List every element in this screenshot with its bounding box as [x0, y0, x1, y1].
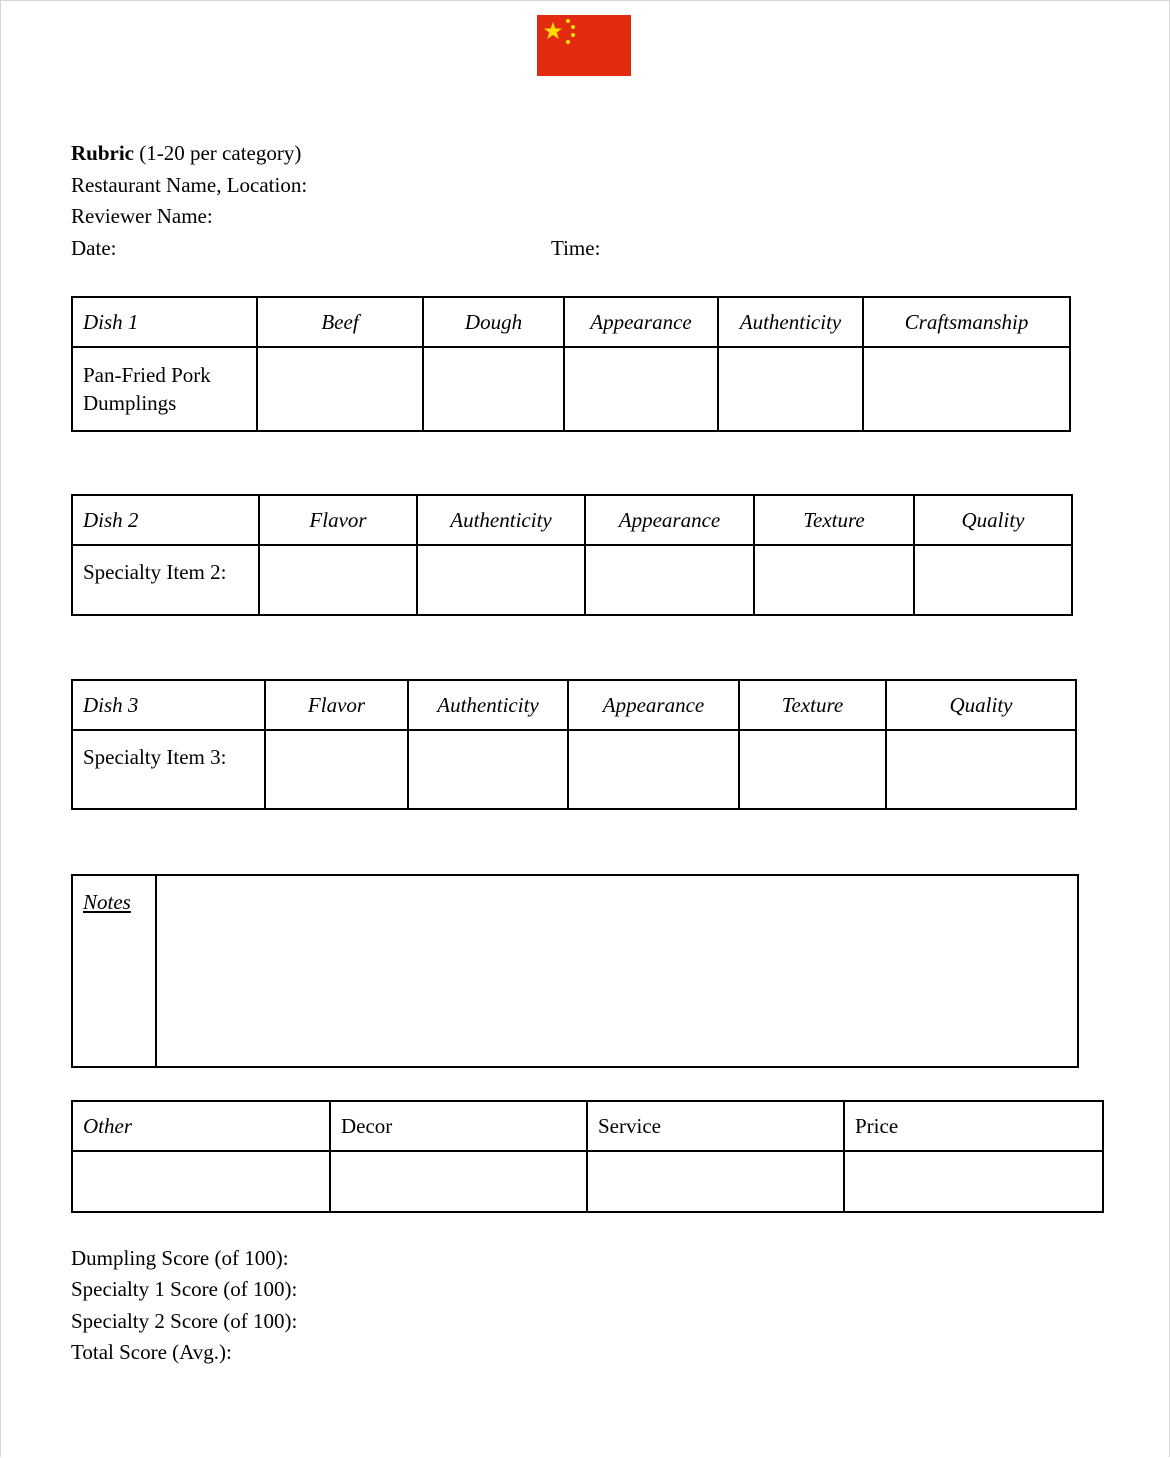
dish1-score-authenticity[interactable]	[718, 347, 863, 431]
dish1-table	[71, 296, 1071, 432]
dish3-col-flavor: Flavor	[265, 680, 408, 730]
other-score-decor[interactable]	[330, 1151, 587, 1212]
notes-label-text: Notes	[83, 890, 131, 914]
other-score-price[interactable]	[844, 1151, 1103, 1212]
dish1-col-beef: Beef	[257, 297, 423, 347]
dish1-score-beef[interactable]	[257, 347, 423, 431]
dish1-col-dough: Dough	[423, 297, 564, 347]
dish3-label: Dish 3	[72, 680, 265, 730]
notes-field[interactable]	[156, 875, 1078, 1067]
other-table	[71, 1100, 1104, 1213]
rubric-heading	[71, 141, 301, 165]
specialty1-score-label: Specialty 1 Score (of 100):	[71, 1277, 298, 1301]
restaurant-label: Restaurant Name, Location:	[71, 173, 308, 197]
notes-label	[72, 875, 156, 1067]
dish3-col-texture: Texture	[739, 680, 886, 730]
other-score-service[interactable]	[587, 1151, 844, 1212]
dish2-col-texture: Texture	[754, 495, 914, 545]
dish1-item: Pan-Fried Pork Dumplings	[72, 347, 257, 431]
dish3-col-appearance: Appearance	[568, 680, 739, 730]
china-flag-icon	[537, 15, 631, 76]
other-col-service: Service	[587, 1101, 844, 1151]
dish1-score-appearance[interactable]	[564, 347, 718, 431]
dish3-table	[71, 679, 1077, 810]
dish3-col-quality: Quality	[886, 680, 1076, 730]
other-col-decor: Decor	[330, 1101, 587, 1151]
dish3-score-quality[interactable]	[886, 730, 1076, 809]
dish2-score-flavor[interactable]	[259, 545, 417, 615]
dish3-score-flavor[interactable]	[265, 730, 408, 809]
dish3-item: Specialty Item 3:	[72, 730, 265, 809]
reviewer-label: Reviewer Name:	[71, 204, 213, 228]
other-label: Other	[72, 1101, 330, 1151]
dish1-score-dough[interactable]	[423, 347, 564, 431]
dish1-col-appearance: Appearance	[564, 297, 718, 347]
dish2-col-quality: Quality	[914, 495, 1072, 545]
dish2-col-flavor: Flavor	[259, 495, 417, 545]
dish2-item: Specialty Item 2:	[72, 545, 259, 615]
dish1-label: Dish 1	[72, 297, 257, 347]
dish3-score-texture[interactable]	[739, 730, 886, 809]
rubric-bold: Rubric	[71, 141, 134, 165]
rubric-range: (1-20 per category)	[134, 141, 302, 165]
dish2-label: Dish 2	[72, 495, 259, 545]
specialty2-score-label: Specialty 2 Score (of 100):	[71, 1309, 298, 1333]
total-score-label: Total Score (Avg.):	[71, 1340, 232, 1364]
dish2-col-authenticity: Authenticity	[417, 495, 585, 545]
dish1-col-craftsmanship: Craftsmanship	[863, 297, 1070, 347]
time-label: Time:	[551, 236, 601, 260]
other-empty-cell	[72, 1151, 330, 1212]
dish3-col-authenticity: Authenticity	[408, 680, 568, 730]
other-col-price: Price	[844, 1101, 1103, 1151]
dish3-score-authenticity[interactable]	[408, 730, 568, 809]
dish1-col-authenticity: Authenticity	[718, 297, 863, 347]
dish2-table	[71, 494, 1073, 616]
notes-table	[71, 874, 1079, 1068]
dumpling-score-label: Dumpling Score (of 100):	[71, 1246, 289, 1270]
dish2-score-quality[interactable]	[914, 545, 1072, 615]
dish2-score-texture[interactable]	[754, 545, 914, 615]
dish1-score-craftsmanship[interactable]	[863, 347, 1070, 431]
dish2-col-appearance: Appearance	[585, 495, 754, 545]
date-label: Date:	[71, 236, 117, 260]
dish2-score-appearance[interactable]	[585, 545, 754, 615]
dish3-score-appearance[interactable]	[568, 730, 739, 809]
dish2-score-authenticity[interactable]	[417, 545, 585, 615]
